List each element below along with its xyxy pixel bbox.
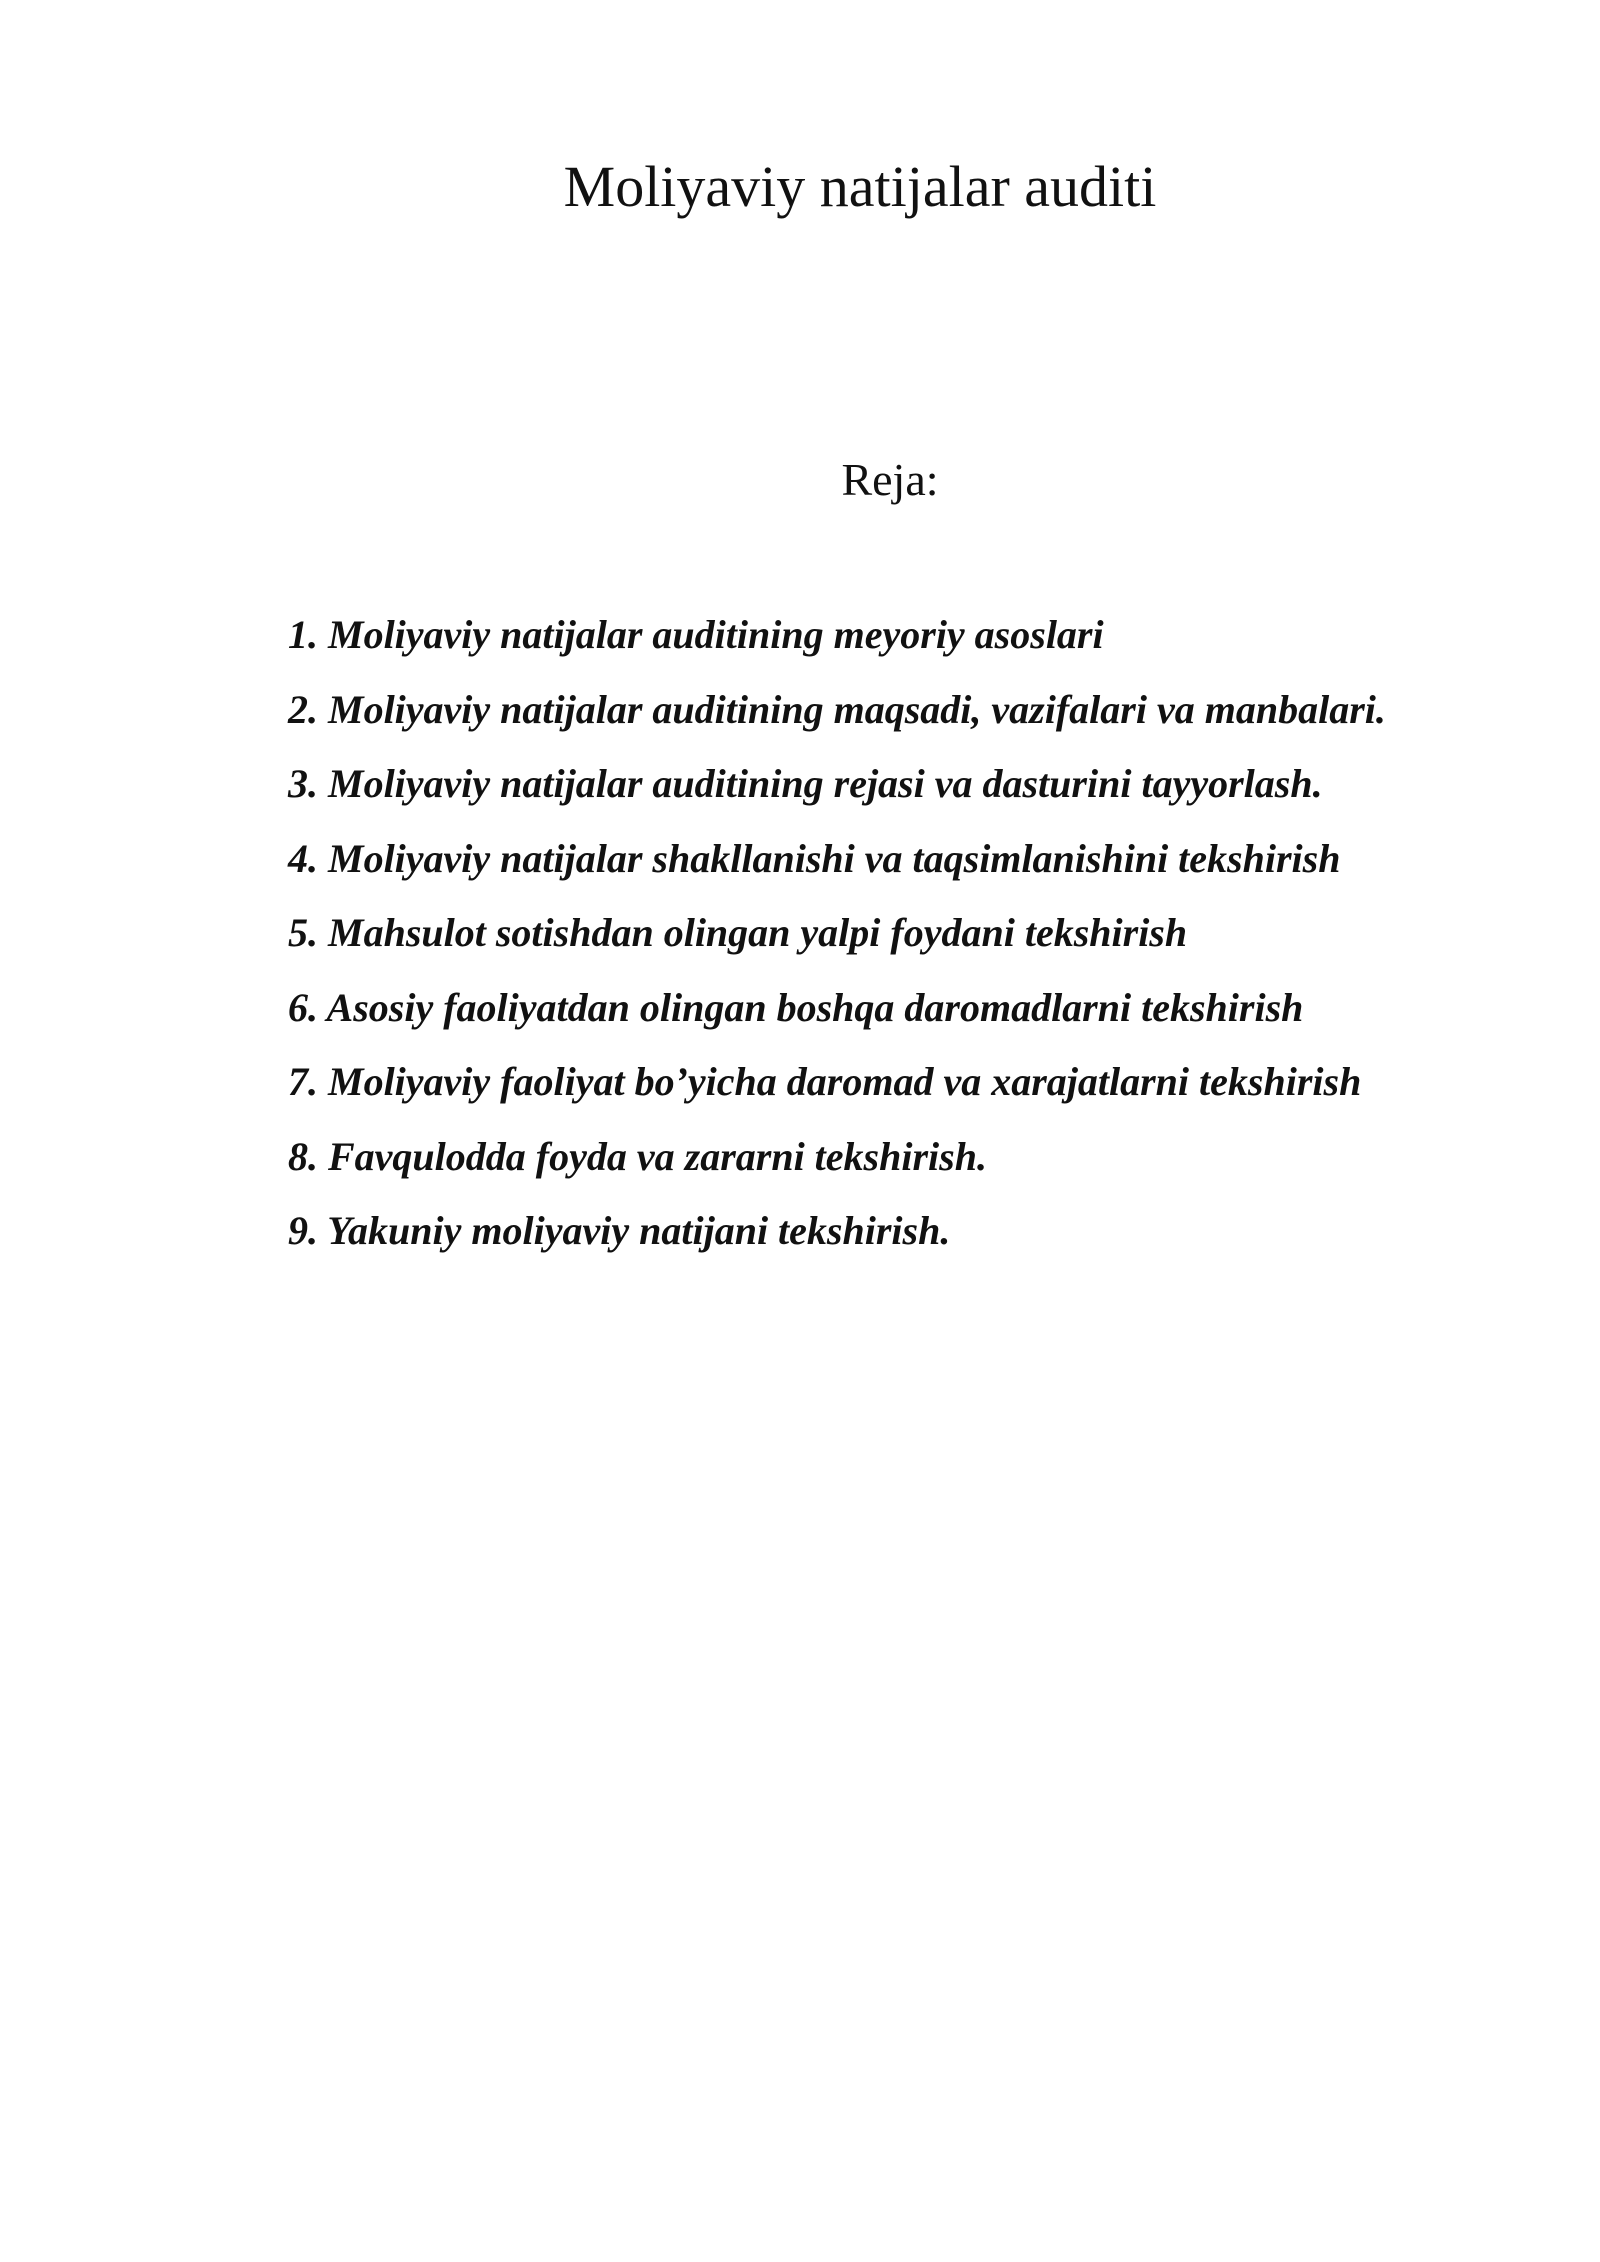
plan-item-8: 8. Favqulodda foyda va zararni tekshirish.: [288, 1133, 987, 1179]
plan-item-2: 2. Moliyaviy natijalar auditining maqsadi, vazifalari va manbalari.: [288, 686, 1386, 732]
plan-item-5: 5. Mahsulot sotishdan olingan yalpi foydani tekshirish: [288, 910, 1188, 955]
plan-item-3: 3. Moliyaviy natijalar auditining rejasi va dasturini tayyorlash.: [288, 761, 1323, 806]
plan-list: [288, 598, 1386, 1269]
document-title: Moliyaviy natijalar auditi: [563, 154, 1157, 219]
plan-item-6: 6. Asosiy faoliyatdan olingan boshqa daromadlarni tekshirish: [288, 984, 1304, 1030]
plan-item-7: 7. Moliyaviy faoliyat bo’yicha daromad va xarajatlarni tekshirish: [288, 1059, 1362, 1104]
plan-heading: Reja:: [841, 454, 939, 505]
plan-item-4: 4. Moliyaviy natijalar shakllanishi va taqsimlanishini tekshirish: [288, 835, 1341, 881]
plan-item-1: 1. Moliyaviy natijalar auditining meyoriy asoslari: [288, 612, 1104, 657]
plan-item-9: 9. Yakuniy moliyaviy natijani tekshirish.: [288, 1208, 951, 1253]
